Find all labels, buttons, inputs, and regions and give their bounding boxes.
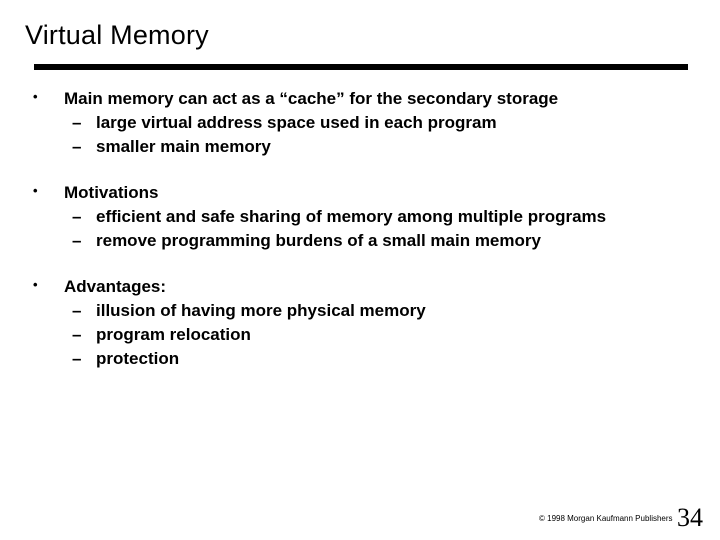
sub-item-marker: – bbox=[72, 113, 82, 132]
sub-item bbox=[0, 299, 720, 323]
sub-item-marker: – bbox=[72, 231, 82, 250]
bullet-item bbox=[0, 275, 720, 371]
sub-item-marker: – bbox=[72, 137, 82, 156]
sub-item bbox=[0, 205, 720, 229]
bullet-marker: • bbox=[33, 89, 38, 104]
bullet-text: Main memory can act as a “cache” for the secondary storage bbox=[64, 89, 559, 108]
sub-item bbox=[0, 111, 720, 135]
sub-item bbox=[0, 347, 720, 371]
copyright-footer: © 1998 Morgan Kaufmann Publishers bbox=[539, 514, 673, 523]
bullet-item bbox=[0, 181, 720, 253]
title-divider bbox=[34, 64, 688, 70]
sub-item-text: protection bbox=[96, 349, 180, 368]
sub-item bbox=[0, 229, 720, 253]
sub-item-text: smaller main memory bbox=[96, 137, 271, 156]
bullet-list bbox=[0, 87, 720, 393]
sub-item-marker: – bbox=[72, 325, 82, 344]
sub-item-text: efficient and safe sharing of memory among multiple programs bbox=[96, 207, 607, 226]
bullet-marker: • bbox=[33, 183, 38, 198]
sub-item-text: program relocation bbox=[96, 325, 251, 344]
sub-item-marker: – bbox=[72, 349, 82, 368]
bullet-text: Motivations bbox=[64, 183, 159, 202]
sub-item bbox=[0, 323, 720, 347]
sub-item bbox=[0, 135, 720, 159]
bullet-marker: • bbox=[33, 277, 38, 292]
sub-item-marker: – bbox=[72, 301, 82, 320]
page-number: 34 bbox=[677, 503, 703, 532]
sub-item-text: large virtual address space used in each program bbox=[96, 113, 497, 132]
sub-item-text: illusion of having more physical memory bbox=[96, 301, 426, 320]
bullet-text: Advantages: bbox=[64, 277, 167, 296]
sub-item-marker: – bbox=[72, 207, 82, 226]
sub-item-text: remove programming burdens of a small main memory bbox=[96, 231, 541, 250]
bullet-item bbox=[0, 87, 720, 159]
slide-title: Virtual Memory bbox=[25, 20, 209, 50]
